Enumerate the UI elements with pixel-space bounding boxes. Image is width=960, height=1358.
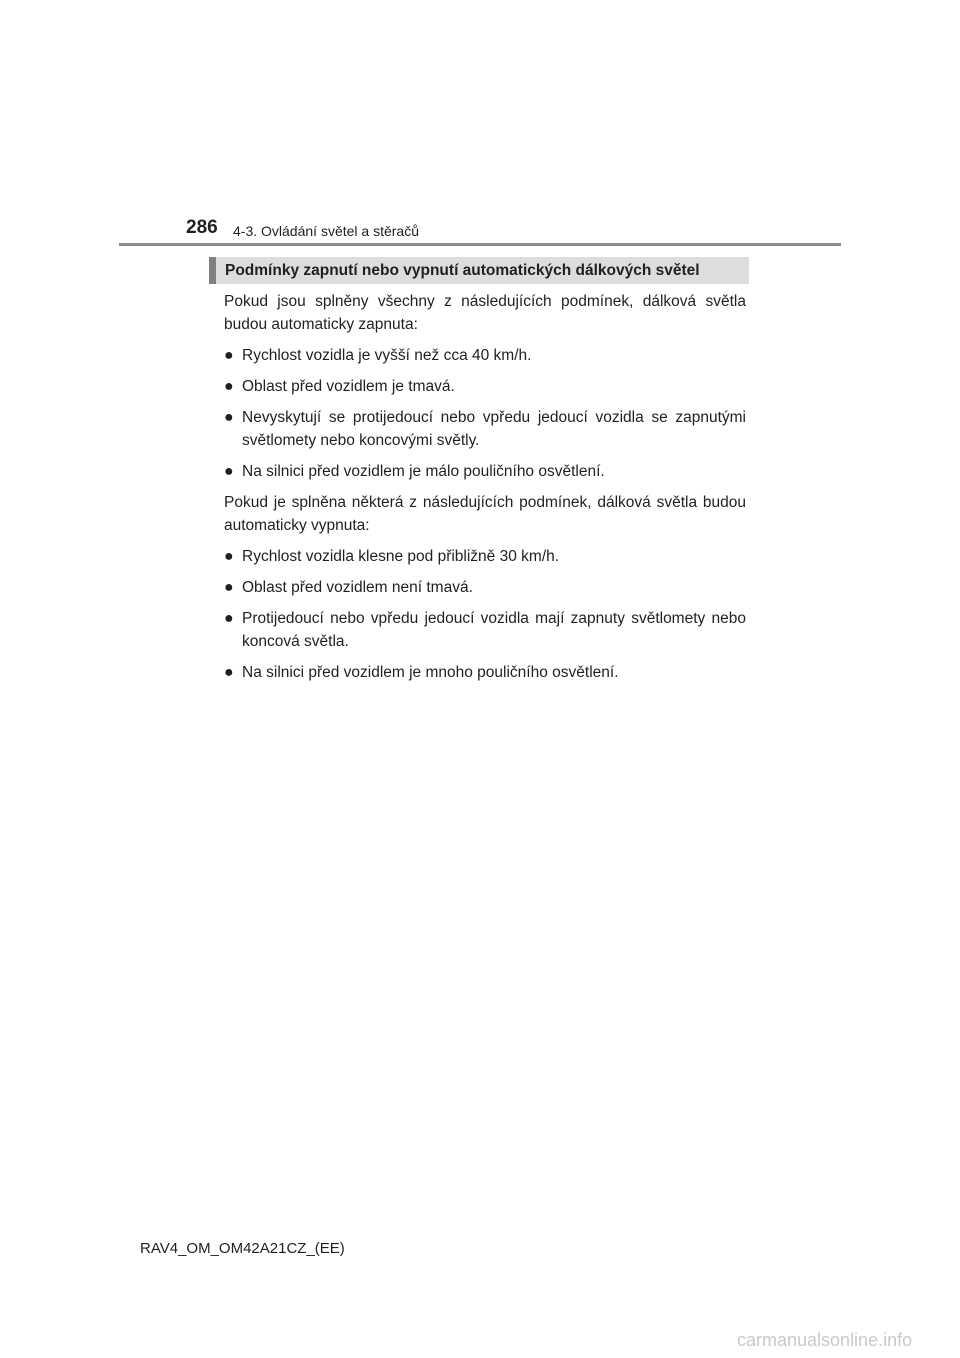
chapter-title: 4-3. Ovládání světel a stěračů: [233, 223, 419, 239]
page-header: [0, 0, 960, 250]
document-code: RAV4_OM_OM42A21CZ_(EE): [140, 1240, 345, 1257]
list-item: [224, 375, 746, 398]
list-item: [224, 460, 746, 483]
section-body: [224, 290, 746, 692]
list-item-text: Rychlost vozidla klesne pod přibližně 30 km/h.: [242, 548, 560, 565]
list-item: [224, 576, 746, 599]
bullet-icon: ●: [224, 548, 234, 565]
list-item-text: Oblast před vozidlem je tmavá.: [242, 378, 455, 395]
list-item: [224, 661, 746, 684]
bullet-icon: ●: [224, 610, 234, 627]
section-heading: Podmínky zapnutí nebo vypnutí automatických dálkových světel: [209, 257, 749, 284]
list-item-text: Na silnici před vozidlem je málo pouličního osvětlení.: [242, 463, 605, 480]
page-number: 286: [186, 217, 218, 238]
bullet-icon: ●: [224, 378, 234, 395]
bullet-icon: ●: [224, 463, 234, 480]
list-item-text: Rychlost vozidla je vyšší než cca 40 km/h.: [242, 347, 532, 364]
list-item: [224, 545, 746, 568]
list-item-text: Na silnici před vozidlem je mnoho pouličního osvětlení.: [242, 664, 619, 681]
list-item-text: Protijedoucí nebo vpředu jedoucí vozidla mají zapnuty světlomety nebo koncová světla.: [242, 610, 746, 650]
list-item-text: Nevyskytují se protijedoucí nebo vpředu jedoucí vozidla se zapnutými světlomety nebo koncovými světly.: [242, 409, 746, 449]
bullet-icon: ●: [224, 409, 234, 426]
list-item-text: Oblast před vozidlem není tmavá.: [242, 579, 473, 596]
bullet-icon: ●: [224, 347, 234, 364]
bullet-icon: ●: [224, 664, 234, 681]
list-item: [224, 607, 746, 653]
off-conditions-intro: Pokud je splněna některá z následujících podmínek, dálková světla budou automaticky vypnuta:: [224, 494, 746, 534]
on-conditions-intro: Pokud jsou splněny všechny z následujících podmínek, dálková světla budou automaticky zapnuta:: [224, 293, 746, 333]
header-divider: [119, 243, 841, 246]
list-item: [224, 406, 746, 452]
watermark: carmanualsonline.info: [737, 1330, 913, 1350]
bullet-icon: ●: [224, 579, 234, 596]
list-item: [224, 344, 746, 367]
